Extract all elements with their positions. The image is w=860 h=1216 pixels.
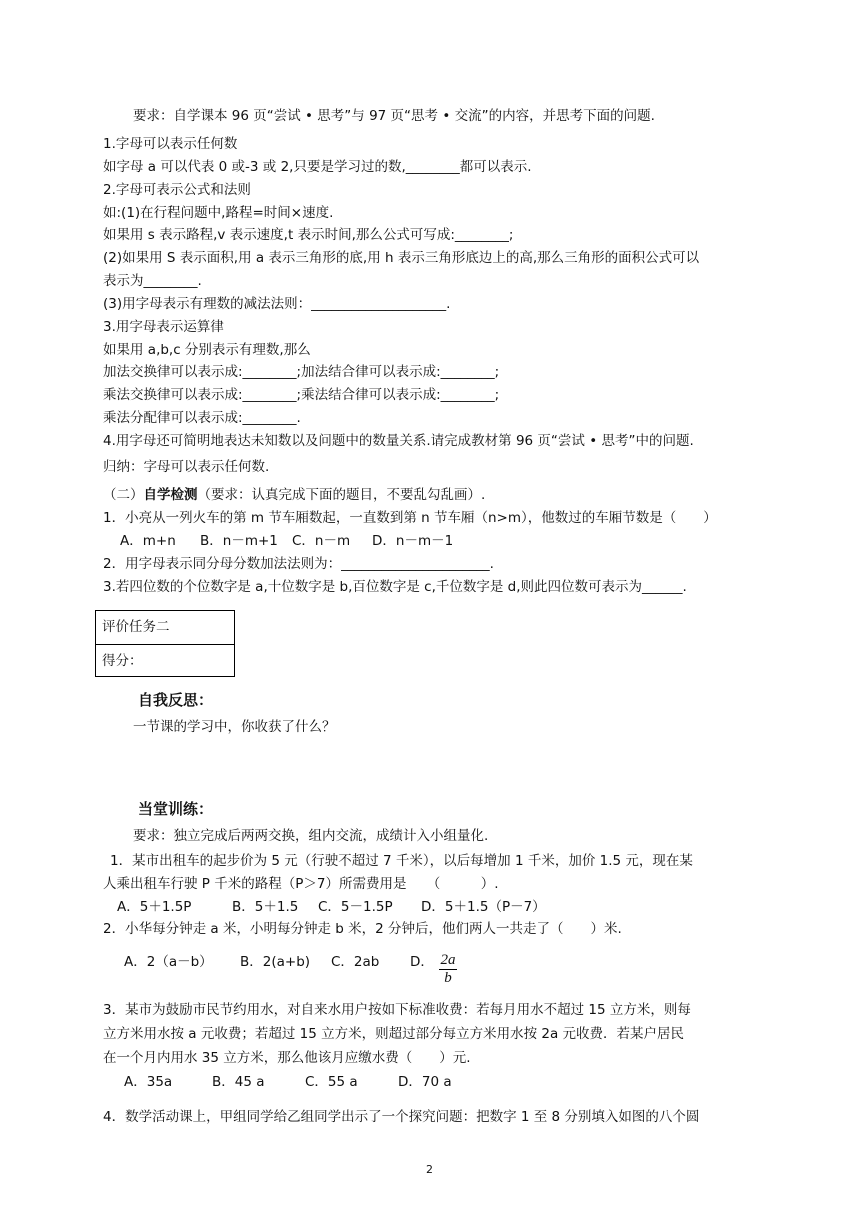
evaluation-score-field[interactable]: 得分： xyxy=(96,644,234,677)
self-test-q3: 3.若四位数的个位数字是 a,十位数字是 b,百位数字是 c,千位数字是 d,则此四位数可表示为______. xyxy=(103,579,687,595)
item-1-example: 如字母 a 可以代表 0 或-3 或 2,只要是学习过的数,________都可以表示. xyxy=(103,159,532,175)
item-2-example-1: 如:(1)在行程问题中,路程=时间×速度. xyxy=(103,205,334,221)
practice-q1-option-a: A．5＋1.5P xyxy=(117,899,192,915)
practice-q2-option-d: D． xyxy=(410,954,434,970)
evaluation-task-label: 评价任务二 xyxy=(102,619,170,635)
item-2-heading: 2.字母可表示公式和法则 xyxy=(103,182,251,198)
reflection-title: 自我反思： xyxy=(138,691,214,709)
page-number: 2 xyxy=(426,1163,433,1176)
practice-q1-line-1: 1．某市出租车的起步价为 5 元（行驶不超过 7 千米），以后每增加 1 千米，加价 1.5 元，现在某 xyxy=(110,853,693,869)
requirement-line: 要求：自学课本 96 页“尝试 • 思考”与 97 页“思考 • 交流”的内容，并思考下面的问题. xyxy=(133,108,655,124)
practice-title: 当堂训练： xyxy=(138,800,214,818)
practice-q1-option-c: C．5－1.5P xyxy=(318,899,393,915)
self-test-q1-option-a: A．m+n xyxy=(120,533,176,549)
practice-q1-line-2: 人乘出租车行驶 P 千米的路程（P＞7）所需费用是 （ ）. xyxy=(103,876,499,892)
self-test-q1-option-c: C．n－m xyxy=(292,533,351,549)
addition-laws: 加法交换律可以表示成:________;加法结合律可以表示成:________; xyxy=(103,364,500,380)
reflection-prompt: 一节课的学习中，你收获了什么？ xyxy=(133,719,336,735)
item-2-area-blank: 表示为________. xyxy=(103,273,202,289)
practice-q3-option-c: C．55 a xyxy=(305,1074,358,1090)
self-test-note: （要求：认真完成下面的题目，不要乱勾乱画）. xyxy=(197,487,486,503)
practice-q2-option-d-fraction xyxy=(437,952,459,987)
distributive-law: 乘法分配律可以表示成:________. xyxy=(103,410,301,426)
practice-q3-line-3: 在一个月内用水 35 立方米，那么他该月应缴水费（ ）元. xyxy=(103,1050,471,1066)
self-test-heading xyxy=(103,485,485,505)
item-2-subtraction-rule: (3)用字母表示有理数的减法法则：____________________. xyxy=(103,296,451,312)
practice-q1-option-d: D．5＋1.5（P－7） xyxy=(421,899,546,915)
practice-q3-option-a: A．35a xyxy=(124,1074,173,1090)
practice-q2: 2．小华每分钟走 a 米，小明每分钟走 b 米，2 分钟后，他们两人一共走了（ ）米. xyxy=(103,921,622,937)
item-3-intro: 如果用 a,b,c 分别表示有理数,那么 xyxy=(103,342,311,358)
self-test-q2: 2．用字母表示同分母分数加法法则为：______________________. xyxy=(103,556,494,572)
practice-requirement: 要求：独立完成后两两交换，组内交流，成绩计入小组量化. xyxy=(133,828,489,844)
item-2-formula: 如果用 s 表示路程,v 表示速度,t 表示时间,那么公式可写成:________; xyxy=(103,227,514,243)
self-test-prefix: （二） xyxy=(103,487,144,503)
practice-q2-option-c: C．2ab xyxy=(331,954,380,970)
practice-q4: 4．数学活动课上，甲组同学给乙组同学出示了一个探究问题：把数字 1 至 8 分别填入如图的八个圆 xyxy=(103,1109,700,1125)
fraction-denominator: b xyxy=(444,970,452,986)
summary-line: 归纳：字母可以表示任何数. xyxy=(103,459,270,475)
item-4: 4.用字母还可简明地表达未知数以及问题中的数量关系.请完成教材第 96 页“尝试 • 思考”中的问题. xyxy=(103,433,694,449)
practice-q2-option-a: A．2（a－b） xyxy=(124,954,213,970)
practice-q3-option-b: B．45 a xyxy=(212,1074,265,1090)
practice-q3-line-2: 立方米用水按 a 元收费；若超过 15 立方米，则超过部分每立方米用水按 2a 元收费．若某户居民 xyxy=(103,1026,685,1042)
practice-q3-option-d: D．70 a xyxy=(398,1074,452,1090)
item-2-area-question: (2)如果用 S 表示面积,用 a 表示三角形的底,用 h 表示三角形底边上的高,那么三角形的面积公式可以 xyxy=(103,250,700,266)
practice-q2-option-b: B．2(a+b) xyxy=(240,954,311,970)
evaluation-table xyxy=(95,610,235,677)
practice-q3-line-1: 3．某市为鼓励市民节约用水，对自来水用户按如下标准收费：若每月用水不超过 15 立方米，则每 xyxy=(103,1002,691,1018)
multiplication-laws: 乘法交换律可以表示成:________;乘法结合律可以表示成:________; xyxy=(103,387,500,403)
self-test-q1-option-d: D．n－m－1 xyxy=(372,533,454,549)
item-3-heading: 3.用字母表示运算律 xyxy=(103,319,224,335)
item-1-heading: 1.字母可以表示任何数 xyxy=(103,136,238,152)
practice-q1-option-b: B．5＋1.5 xyxy=(232,899,299,915)
fraction-numerator: 2a xyxy=(440,952,456,968)
self-test-q1-option-b: B．n－m+1 xyxy=(200,533,278,549)
self-test-title: 自学检测 xyxy=(143,487,198,503)
self-test-q1: 1．小亮从一列火车的第 m 节车厢数起，一直数到第 n 节车厢（n>m），他数过的车厢节数是（ ） xyxy=(103,510,717,526)
